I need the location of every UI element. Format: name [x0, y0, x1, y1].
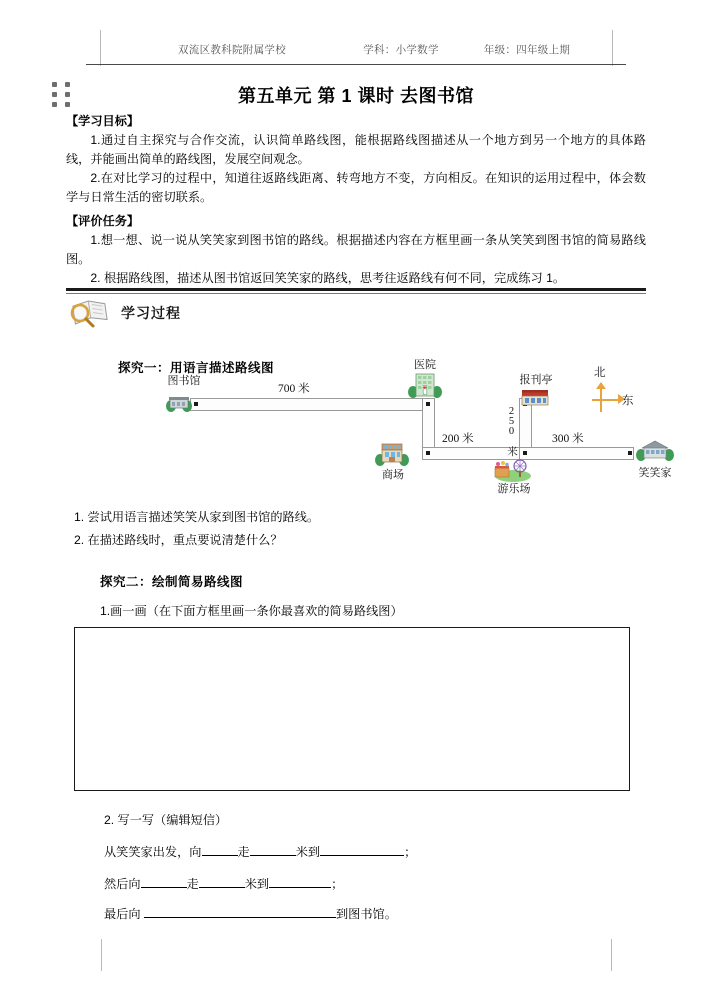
road-right-horizontal	[519, 447, 634, 460]
road-top-horizontal	[190, 398, 435, 411]
header-school: 双流区教科院附属学校	[178, 45, 286, 56]
writing-blank-1b[interactable]	[250, 855, 296, 856]
document-header	[128, 42, 588, 57]
header-divider	[86, 64, 626, 65]
crop-mark-top-left	[100, 30, 101, 66]
writing-line-2[interactable]	[104, 875, 343, 892]
writing-line-1-text-c: 米到	[295, 845, 321, 859]
objectives-section	[66, 112, 646, 207]
tasks-item-2: 2. 根据路线图，描述从图书馆返回笑笑家的路线，思考往返路线有何不同，完成练习 1。	[90, 271, 566, 285]
tasks-item-1: 1.想一想、说一说从笑笑家到图书馆的路线。根据描述内容在方框里画一条从笑笑到图书馆的简易路线图。	[66, 233, 646, 266]
map-node-home	[628, 451, 632, 455]
writing-blank-2c[interactable]	[269, 887, 331, 888]
place-name-hospital: 医院	[414, 359, 436, 371]
writing-line-2-text-b: 走	[186, 877, 199, 891]
house-icon	[636, 438, 674, 467]
drawing-answer-box[interactable]	[74, 627, 630, 791]
objectives-item-2: 2.在对比学习的过程中，知道往返路线距离、转弯地方不变，方向相反。在知识的运用过程中，体会数学与日常生活的密切联系。	[66, 171, 646, 204]
place-name-amusement-park: 游乐场	[497, 483, 531, 495]
tasks-heading: 【评价任务】	[66, 214, 140, 228]
library-icon	[166, 394, 192, 417]
objectives-item-1: 1.通过自主探究与合作交流，认识简单路线图，能根据路线图描述从一个地方到另一个地方的具体路线，并能画出简单的路线图，发展空间观念。	[66, 133, 646, 166]
writing-blank-2b[interactable]	[199, 887, 245, 888]
header-grade: 年级：四年级上期	[483, 45, 571, 56]
map-node-library	[194, 402, 198, 406]
explore-two-question-2: 2. 写一写（编辑短信）	[104, 813, 228, 827]
writing-line-3-text-a: 最后向	[104, 907, 141, 921]
map-node-mall-corner	[426, 451, 430, 455]
tasks-section	[66, 212, 646, 288]
writing-line-3-text-b: 到图书馆。	[335, 907, 397, 921]
distance-label-right: 300 米	[552, 433, 584, 445]
place-name-mall: 商场	[382, 469, 404, 481]
header-subject: 学科：小学数学	[363, 45, 439, 56]
place-name-home: 笑笑家	[638, 467, 672, 479]
distance-label-middle: 200 米	[442, 433, 474, 445]
place-name-newsstand: 报刊亭	[519, 374, 553, 386]
writing-line-3[interactable]	[104, 905, 397, 922]
compass-label-north: 北	[594, 367, 606, 379]
newsstand-icon	[520, 388, 550, 411]
writing-blank-2a[interactable]	[141, 887, 187, 888]
explore-one-question-1: 1. 尝试用语言描述笑笑从家到图书馆的路线。	[74, 510, 320, 524]
distance-label-vertical: 250 米	[506, 406, 517, 456]
section-divider	[66, 288, 646, 294]
explore-two-question-1: 1.画一画（在下面方框里画一条你最喜欢的简易路线图）	[100, 604, 403, 618]
map-node-park	[523, 451, 527, 455]
distance-label-top: 700 米	[278, 383, 310, 395]
writing-line-1-text-a: 从笑笑家出发，向	[104, 845, 202, 859]
crop-mark-top-right	[612, 30, 613, 66]
writing-blank-3a[interactable]	[144, 917, 336, 918]
route-map-diagram	[167, 358, 672, 503]
writing-line-1-text-d: ；	[404, 845, 417, 859]
writing-line-2-text-c: 米到	[244, 877, 270, 891]
learning-process-banner	[66, 298, 181, 328]
crop-mark-bottom-left	[101, 939, 102, 971]
place-name-library: 图书馆	[167, 375, 201, 387]
book-magnifier-icon	[66, 298, 112, 328]
writing-blank-1c[interactable]	[320, 855, 404, 856]
explore-one-question-2: 2. 在描述路线时，重点要说清楚什么？	[74, 533, 283, 547]
page-title: 第五单元 第 1 课时 去图书馆	[237, 86, 474, 106]
crop-mark-bottom-right	[611, 939, 612, 971]
writing-line-2-text-a: 然后向	[104, 877, 141, 891]
learning-process-label: 学习过程	[121, 305, 181, 321]
writing-line-1-text-b: 走	[237, 845, 250, 859]
explore-one-heading: 探究一：用语言描述路线图	[118, 361, 275, 375]
objectives-heading: 【学习目标】	[66, 114, 140, 128]
hospital-icon	[408, 372, 442, 403]
writing-blank-1a[interactable]	[202, 855, 238, 856]
explore-two-heading: 探究二：绘制简易路线图	[100, 575, 244, 589]
writing-line-2-text-d: ；	[331, 877, 344, 891]
writing-line-1[interactable]	[104, 843, 416, 860]
compass-label-east: 东	[622, 395, 634, 407]
